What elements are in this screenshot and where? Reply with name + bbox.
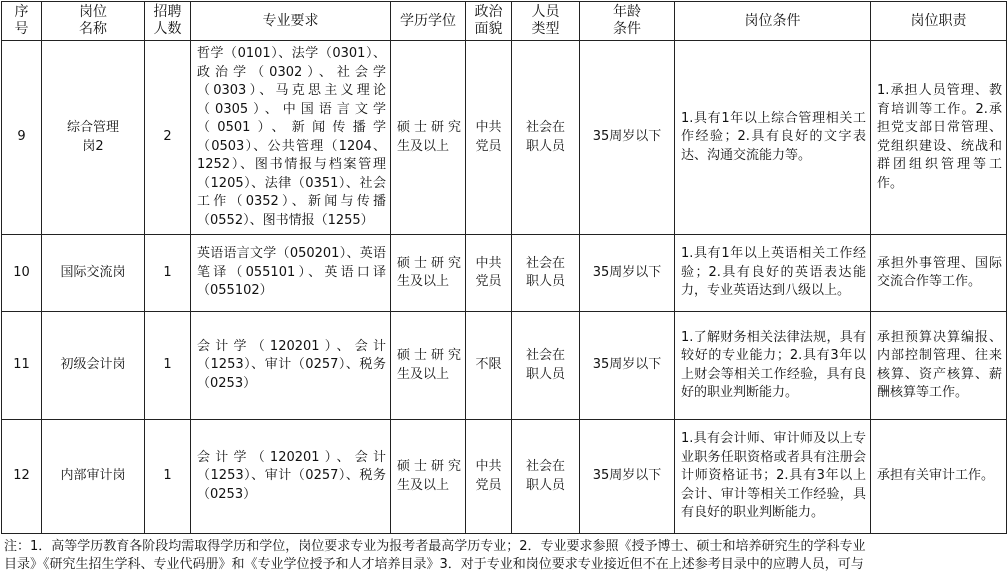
row-major: 哲学（0101）、法学（0301）、政治学（0302）、社会学（0303）、马克思主义理论（0305）、中国语言文学（0501）、新闻传播学（0503）、公共管理（1204、1252）、图书情报与档案管理（1205）、法律（0351）、社会工作（0352）、新闻与传播（0552）、图书情报（1255） [191,41,391,235]
recruitment-table [1,1,1007,534]
row-degree: 硕士研究生及以上 [391,420,466,534]
row-count: 1 [145,235,191,312]
row-post: 综合管理岗2 [42,41,145,235]
row-post: 内部审计岗 [42,420,145,534]
row-political: 中共党员 [466,420,512,534]
row-count: 2 [145,41,191,235]
row-duties: 1.承担人员管理、教育培训等工作。2.承担党支部日常管理、党组织建设、统战和群团组织管理等工作。 [871,41,1007,235]
footnote [4,538,1006,575]
header-duties: 岗位职责 [871,2,1007,41]
row-count: 1 [145,420,191,534]
header-row [2,2,1007,41]
header-no: 序 号 [2,2,42,41]
row-age: 35周岁以下 [580,312,675,420]
row-post: 初级会计岗 [42,312,145,420]
table-row [2,235,1007,312]
row-no: 10 [2,235,42,312]
row-political: 中共党员 [466,41,512,235]
row-duties: 承担预算决算编报、内部控制管理、往来核算、资产核算、薪酬核算等工作。 [871,312,1007,420]
header-post: 岗位 名称 [42,2,145,41]
row-count: 1 [145,312,191,420]
header-age: 年龄 条件 [580,2,675,41]
row-political: 中共党员 [466,235,512,312]
row-major: 会计学（120201）、会计（1253）、审计（0257）、税务（0253） [191,420,391,534]
footnote-line-2: 目录》《研究生招生学科、专业代码册》和《专业学位授予和人才培养目录》3．对于专业和岗位要求专业接近但不在上述参考目录中的应聘人员，可与 [4,557,864,572]
header-degree: 学历学位 [391,2,466,41]
row-type: 社会在职人员 [512,420,580,534]
row-duties: 承担有关审计工作。 [871,420,1007,534]
table-row [2,41,1007,235]
row-degree: 硕士研究生及以上 [391,235,466,312]
header-political: 政治 面貌 [466,2,512,41]
row-duties: 承担外事管理、国际交流合作等工作。 [871,235,1007,312]
row-conditions: 1.了解财务相关法律法规，具有较好的专业能力；2.具有3年以上财会等相关工作经验，具有良好的职业判断能力。 [675,312,871,420]
row-conditions: 1.具有1年以上综合管理相关工作经验；2.具有良好的文字表达、沟通交流能力等。 [675,41,871,235]
row-conditions: 1.具有会计师、审计师及以上专业职务任职资格或者具有注册会计师资格证书；2.具有3年以上会计、审计等相关工作经验，具有良好的职业判断能力。 [675,420,871,534]
row-type: 社会在职人员 [512,235,580,312]
row-major: 英语语言文学（050201）、英语笔译（055101）、英语口译（055102） [191,235,391,312]
row-age: 35周岁以下 [580,41,675,235]
row-age: 35周岁以下 [580,235,675,312]
row-political: 不限 [466,312,512,420]
row-no: 12 [2,420,42,534]
row-degree: 硕士研究生及以上 [391,312,466,420]
header-major: 专业要求 [191,2,391,41]
row-no: 9 [2,41,42,235]
header-count: 招聘 人数 [145,2,191,41]
footnote-line-1: 注：1．高等学历教育各阶段均需取得学历和学位，岗位要求专业为报考者最高学历专业；2．专业要求参照《授予博士、硕士和培养研究生的学科专业 [4,539,866,554]
row-major: 会计学（120201）、会计（1253）、审计（0257）、税务（0253） [191,312,391,420]
row-conditions: 1.具有1年以上英语相关工作经验；2.具有良好的英语表达能力，专业英语达到八级以上。 [675,235,871,312]
row-type: 社会在职人员 [512,41,580,235]
table-row [2,420,1007,534]
row-age: 35周岁以下 [580,420,675,534]
row-type: 社会在职人员 [512,312,580,420]
header-conditions: 岗位条件 [675,2,871,41]
table-row [2,312,1007,420]
row-no: 11 [2,312,42,420]
row-degree: 硕士研究生及以上 [391,41,466,235]
row-post: 国际交流岗 [42,235,145,312]
header-type: 人员 类型 [512,2,580,41]
